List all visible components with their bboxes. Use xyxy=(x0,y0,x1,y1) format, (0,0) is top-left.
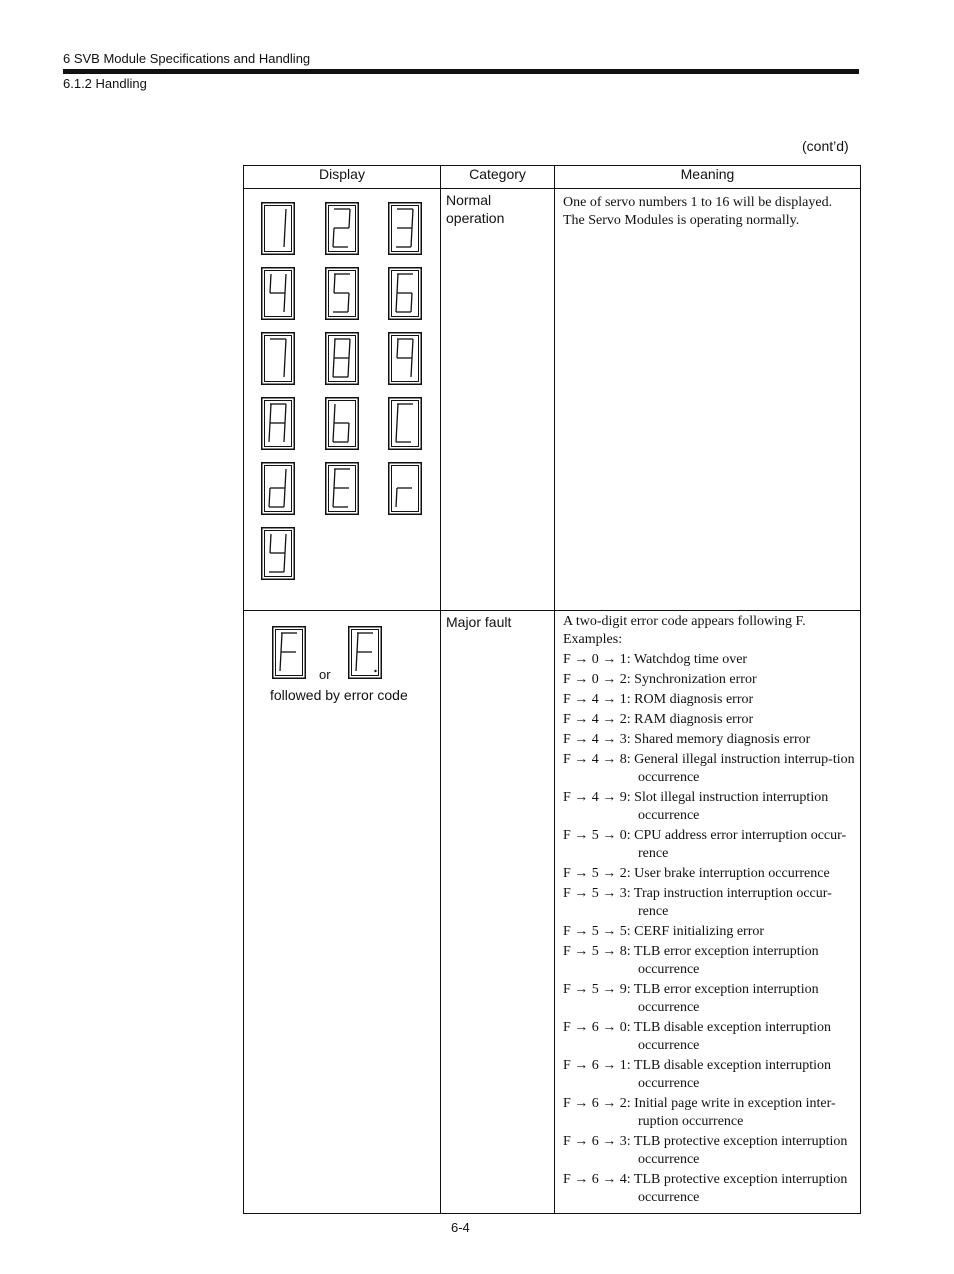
error-example: F → 6 → 3: TLB protective exception interruption occurrence xyxy=(563,1134,848,1167)
table-header-row xyxy=(244,166,861,189)
error-example: F → 5 → 8: TLB error exception interruption occurrence xyxy=(563,944,819,977)
header-chapter: 6 SVB Module Specifications and Handling xyxy=(63,51,311,66)
seven-segment-digit xyxy=(388,267,422,320)
seven-segment-digit xyxy=(325,397,359,450)
error-example: F → 6 → 4: TLB protective exception interruption occurrence xyxy=(563,1172,848,1205)
or-label: or xyxy=(319,667,331,682)
error-example: F → 0 → 2: Synchronization error xyxy=(563,672,757,687)
seven-segment-digit xyxy=(325,267,359,320)
seven-segment-digit xyxy=(261,397,295,450)
error-example: F → 5 → 2: User brake interruption occurrence xyxy=(563,866,830,881)
error-example: F → 4 → 9: Slot illegal instruction interruption occurrence xyxy=(563,790,829,823)
error-example: F → 4 → 8: General illegal instruction interrup-tion occurrence xyxy=(563,752,855,785)
seven-segment-digit xyxy=(388,397,422,450)
meaning-line: One of servo numbers 1 to 16 will be displayed. xyxy=(563,195,833,210)
meaning-cell xyxy=(555,189,861,611)
page-number: 6-4 xyxy=(451,1220,470,1235)
error-example: F → 6 → 0: TLB disable exception interruption occurrence xyxy=(563,1020,832,1053)
seven-segment-digit xyxy=(272,626,306,679)
header-rule xyxy=(63,69,859,74)
status-display-table xyxy=(243,165,861,1214)
column-header-category: Category xyxy=(441,166,555,189)
table-row-normal-operation xyxy=(244,189,861,611)
seven-segment-grid xyxy=(244,189,441,601)
meaning-line: Examples: xyxy=(563,632,623,647)
seven-segment-digit xyxy=(325,462,359,515)
display-cell xyxy=(244,189,441,611)
error-example: F → 4 → 3: Shared memory diagnosis error xyxy=(563,732,811,747)
column-header-meaning: Meaning xyxy=(555,166,861,189)
error-example: F → 4 → 2: RAM diagnosis error xyxy=(563,712,754,727)
seven-segment-digit xyxy=(325,332,359,385)
meaning-cell xyxy=(555,611,861,1214)
seven-segment-digit xyxy=(348,626,382,679)
error-example: F → 5 → 0: CPU address error interruption occur-rence xyxy=(563,828,847,861)
seven-segment-digit xyxy=(325,202,359,255)
error-example: F → 4 → 1: ROM diagnosis error xyxy=(563,692,754,707)
seven-segment-digit xyxy=(388,462,422,515)
fault-display xyxy=(244,611,441,1203)
error-example: F → 5 → 5: CERF initializing error xyxy=(563,924,765,939)
error-example: F → 6 → 1: TLB disable exception interruption occurrence xyxy=(563,1058,832,1091)
category-cell: Normal operation xyxy=(441,189,555,611)
meaning-line: The Servo Modules is operating normally. xyxy=(563,213,800,228)
seven-segment-digit xyxy=(388,202,422,255)
header-section: 6.1.2 Handling xyxy=(63,76,147,91)
column-header-display: Display xyxy=(244,166,441,189)
seven-segment-digit xyxy=(261,202,295,255)
continued-label: (cont’d) xyxy=(802,138,849,154)
meaning-line: A two-digit error code appears following F. xyxy=(563,614,806,629)
seven-segment-digit xyxy=(261,462,295,515)
category-cell: Major fault xyxy=(441,611,555,1214)
error-code-note: followed by error code xyxy=(270,687,408,703)
error-examples-list xyxy=(563,651,856,1207)
error-example: F → 5 → 3: Trap instruction interruption occur-rence xyxy=(563,886,832,919)
seven-segment-digit xyxy=(388,332,422,385)
error-example: F → 0 → 1: Watchdog time over xyxy=(563,652,748,667)
error-example: F → 5 → 9: TLB error exception interruption occurrence xyxy=(563,982,819,1015)
seven-segment-digit xyxy=(261,267,295,320)
table-row-major-fault xyxy=(244,611,861,1214)
display-cell xyxy=(244,611,441,1214)
seven-segment-digit xyxy=(261,332,295,385)
error-example: F → 6 → 2: Initial page write in exception inter-ruption occurrence xyxy=(563,1096,836,1129)
seven-segment-digit xyxy=(261,527,295,580)
